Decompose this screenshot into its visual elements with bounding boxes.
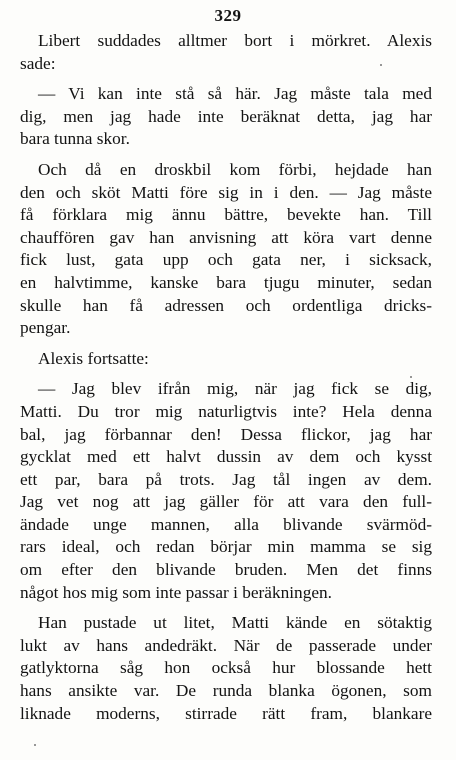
paragraph bbox=[20, 348, 432, 371]
text-line: ändade unge mannen, alla blivande svärmöd- bbox=[20, 514, 432, 534]
text-line: — Jag blev ifrån mig, när jag fick se dig, bbox=[38, 379, 432, 399]
text-line: bal, jag förbannar den! Dessa flickor, jag har bbox=[20, 424, 432, 444]
text-line: den och sköt Matti före sig in i den. — Jag måste bbox=[20, 182, 432, 202]
paragraph bbox=[20, 612, 432, 725]
text-line: ett par, bara på trots. Jag tål ingen av dem. bbox=[20, 469, 432, 489]
text-line: gycklat med ett halvt dussin av dem och kysst bbox=[20, 447, 432, 467]
text-line: Och då en droskbil kom förbi, hejdade han bbox=[38, 159, 432, 179]
text-line: få förklara mig ännu bättre, bevekte han. Till bbox=[20, 205, 432, 225]
paragraph bbox=[20, 83, 432, 151]
text-line: sade: bbox=[20, 53, 56, 73]
text-line: Matti. Du tror mig naturligtvis inte? Hela denna bbox=[20, 401, 432, 421]
text-line: hans ansikte var. De runda blanka ögonen, som bbox=[20, 681, 432, 701]
text-line: skulle han få adressen och ordentliga dricks- bbox=[20, 295, 432, 315]
paragraph bbox=[20, 30, 432, 75]
text-line: gatlyktorna såg hon också hur blossande hett bbox=[20, 658, 432, 678]
text-line: om efter den blivande bruden. Men det finns bbox=[20, 560, 432, 580]
text-line: Han pustade ut litet, Matti kände en sötaktig bbox=[38, 613, 432, 633]
text-line: liknade moderns, stirrade rätt fram, blankare bbox=[20, 703, 432, 723]
paragraph bbox=[20, 159, 432, 340]
text-line: — Vi kan inte stå så här. Jag måste tala med bbox=[38, 84, 432, 104]
text-line: Libert suddades alltmer bort i mörkret. Alexis bbox=[38, 31, 432, 50]
text-line: Alexis fortsatte: bbox=[38, 348, 149, 368]
text-line: bara tunna skor. bbox=[20, 129, 130, 149]
text-line: pengar. bbox=[20, 318, 71, 338]
text-line: en halvtimme, kanske bara tjugu minuter, sedan bbox=[20, 272, 432, 292]
scan-speck bbox=[410, 376, 412, 378]
text-line: rars ideal, och redan börjar min mamma se sig bbox=[20, 537, 432, 557]
text-line: något hos mig som inte passar i beräkningen. bbox=[20, 582, 332, 602]
text-line: fick lust, gata upp och gata ner, i sicksack, bbox=[20, 250, 432, 270]
text-line: Jag vet nog att jag gäller för att vara den full- bbox=[20, 492, 432, 512]
page-number: 329 bbox=[214, 6, 242, 25]
text-line: dig, men jag hade inte beräknat detta, jag har bbox=[20, 106, 432, 126]
scan-speck bbox=[380, 64, 382, 66]
scan-speck bbox=[34, 744, 36, 746]
text-line: chauffören gav han anvisning att köra vart denne bbox=[20, 227, 432, 247]
paragraph bbox=[20, 378, 432, 604]
body-text bbox=[20, 30, 432, 733]
text-line: lukt av hans andedräkt. När de passerade under bbox=[20, 635, 432, 655]
